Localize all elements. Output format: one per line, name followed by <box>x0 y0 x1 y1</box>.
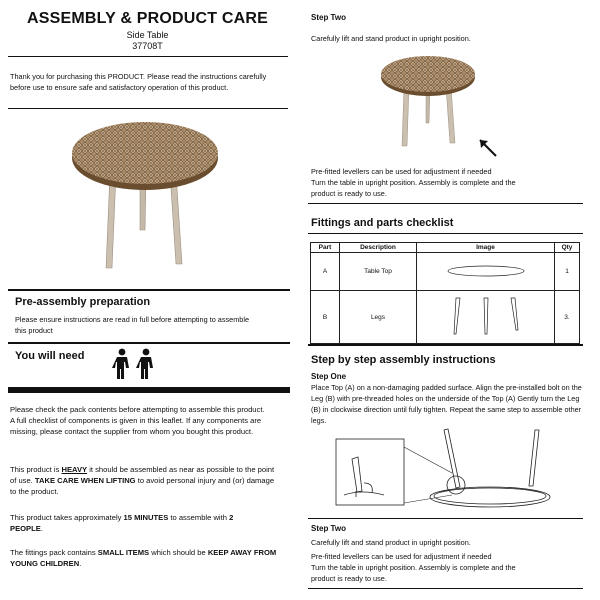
small-items-text: SMALL ITEMS <box>97 548 150 557</box>
qty-cell: 1 <box>555 253 580 291</box>
divider <box>8 342 290 344</box>
column-header-part: Part <box>311 243 340 253</box>
divider <box>308 203 583 204</box>
table-top <box>381 56 475 92</box>
assembly-diagram <box>330 425 570 515</box>
detail-circle <box>447 476 465 494</box>
step-two-heading: Step Two <box>311 13 346 22</box>
rotate-arrow <box>364 483 372 493</box>
step-two-text: Carefully lift and stand product in upright position. <box>311 34 471 43</box>
step-one-text: Place Top (A) on a non-damaging padded surface. Align the pre-installed bolt on the Leg (B) with pre-threaded holes on the underside of the Top (A) Gently turn the Leg (B) in clockwise direction until fully tighten. Repeat the same step to assemble other legs. <box>311 383 582 425</box>
table-leg-left <box>402 87 409 146</box>
part-cell: B <box>311 291 340 344</box>
levellers-note-2: Pre-fitted levellers can be used for adjustment if needed <box>311 552 492 561</box>
divider <box>8 387 290 393</box>
description-cell: Table Top <box>340 253 417 291</box>
pre-assembly-heading: Pre-assembly preparation <box>15 296 151 308</box>
complete-note: Turn the table in upright position. Assembly is complete and the product is ready to use. <box>311 178 516 198</box>
instructions-heading: Step by step assembly instructions <box>311 354 496 366</box>
two-people-icon <box>110 348 158 382</box>
heavy-warning <box>10 464 278 497</box>
table-row <box>311 253 580 291</box>
complete-note-2: Turn the table in upright position. Assembly is complete and the product is ready to use. <box>311 563 516 583</box>
pack-check-text: Please check the pack contents before attempting to assemble this product. A full checklist of components is given in this leaflet. If any components are missing, please contact the supplier from whom you bought this product. <box>10 405 265 436</box>
table-header-row <box>311 243 580 253</box>
time-text-3: . <box>40 524 43 533</box>
legs-drawing <box>446 294 526 338</box>
table-leg-right <box>446 87 455 143</box>
fittings-note <box>10 547 282 569</box>
side-table-image <box>70 118 225 273</box>
keep-away-text: KEEP AWAY FROM YOUNG CHILDREN <box>10 548 277 568</box>
page-title: ASSEMBLY & PRODUCT CARE <box>26 10 269 27</box>
column-header-image: Image <box>417 243 555 253</box>
description-cell: Legs <box>340 291 417 344</box>
checklist-heading: Fittings and parts checklist <box>311 217 454 229</box>
heavy-text-2: it should be assembled as near as possible to the point of use. <box>10 465 275 485</box>
diagram-leg-left <box>444 429 460 488</box>
divider <box>308 233 583 234</box>
step-two-heading-2: Step Two <box>311 524 346 533</box>
detail-top-edge <box>344 492 384 495</box>
take-care-text: TAKE CARE WHEN LIFTING <box>34 476 136 485</box>
pre-assembly-text: Please ensure instructions are read in full before attempting to assemble this product <box>15 315 250 335</box>
heavy-word: HEAVY <box>61 465 88 474</box>
table-row <box>311 291 580 344</box>
fittings-text-1: The fittings pack contains <box>10 548 98 557</box>
heavy-text-3: to avoid personal injury and (or) damage to the product. <box>10 476 275 496</box>
column-header-description: Description <box>340 243 417 253</box>
image-cell <box>417 291 555 344</box>
parts-table <box>310 242 580 344</box>
divider <box>8 108 288 109</box>
intro-text: Thank you for purchasing this PRODUCT. Please read the instructions carefully before use to ensure safe and satisfactory operation of this product. <box>10 72 267 92</box>
fittings-text-3: . <box>79 559 82 568</box>
divider <box>308 518 583 519</box>
column-header-qty: Qty <box>555 243 580 253</box>
detail-box <box>336 439 404 505</box>
fittings-text-2: which should be <box>149 548 208 557</box>
divider <box>308 344 583 346</box>
levellers-note: Pre-fitted levellers can be used for adjustment if needed <box>311 167 492 176</box>
time-note <box>10 512 265 534</box>
people-bold: 2 PEOPLE <box>10 513 234 533</box>
part-cell: A <box>311 253 340 291</box>
step-two-text-2: Carefully lift and stand product in upright position. <box>311 538 471 547</box>
diagram-leg-right <box>529 430 539 486</box>
table-top <box>72 122 218 184</box>
image-cell <box>417 253 555 291</box>
product-code: 37708T <box>132 41 163 51</box>
divider <box>8 289 290 291</box>
divider <box>308 588 583 589</box>
time-text-2: to assemble with <box>168 513 230 522</box>
product-name: Side Table <box>126 30 169 40</box>
step-one-heading: Step One <box>311 372 347 381</box>
table-leg-left <box>106 173 116 268</box>
time-bold: 15 MINUTES <box>123 513 169 522</box>
qty-cell: 3. <box>555 291 580 344</box>
heavy-text-1: This product is <box>10 465 62 474</box>
arrow-icon <box>478 138 500 160</box>
table-top-drawing <box>446 264 526 278</box>
you-will-need-heading: You will need <box>15 350 85 362</box>
divider <box>8 56 288 57</box>
time-text-1: This product takes approximately <box>10 513 124 522</box>
upright-table-image <box>380 55 480 150</box>
detail-leg <box>352 457 362 492</box>
